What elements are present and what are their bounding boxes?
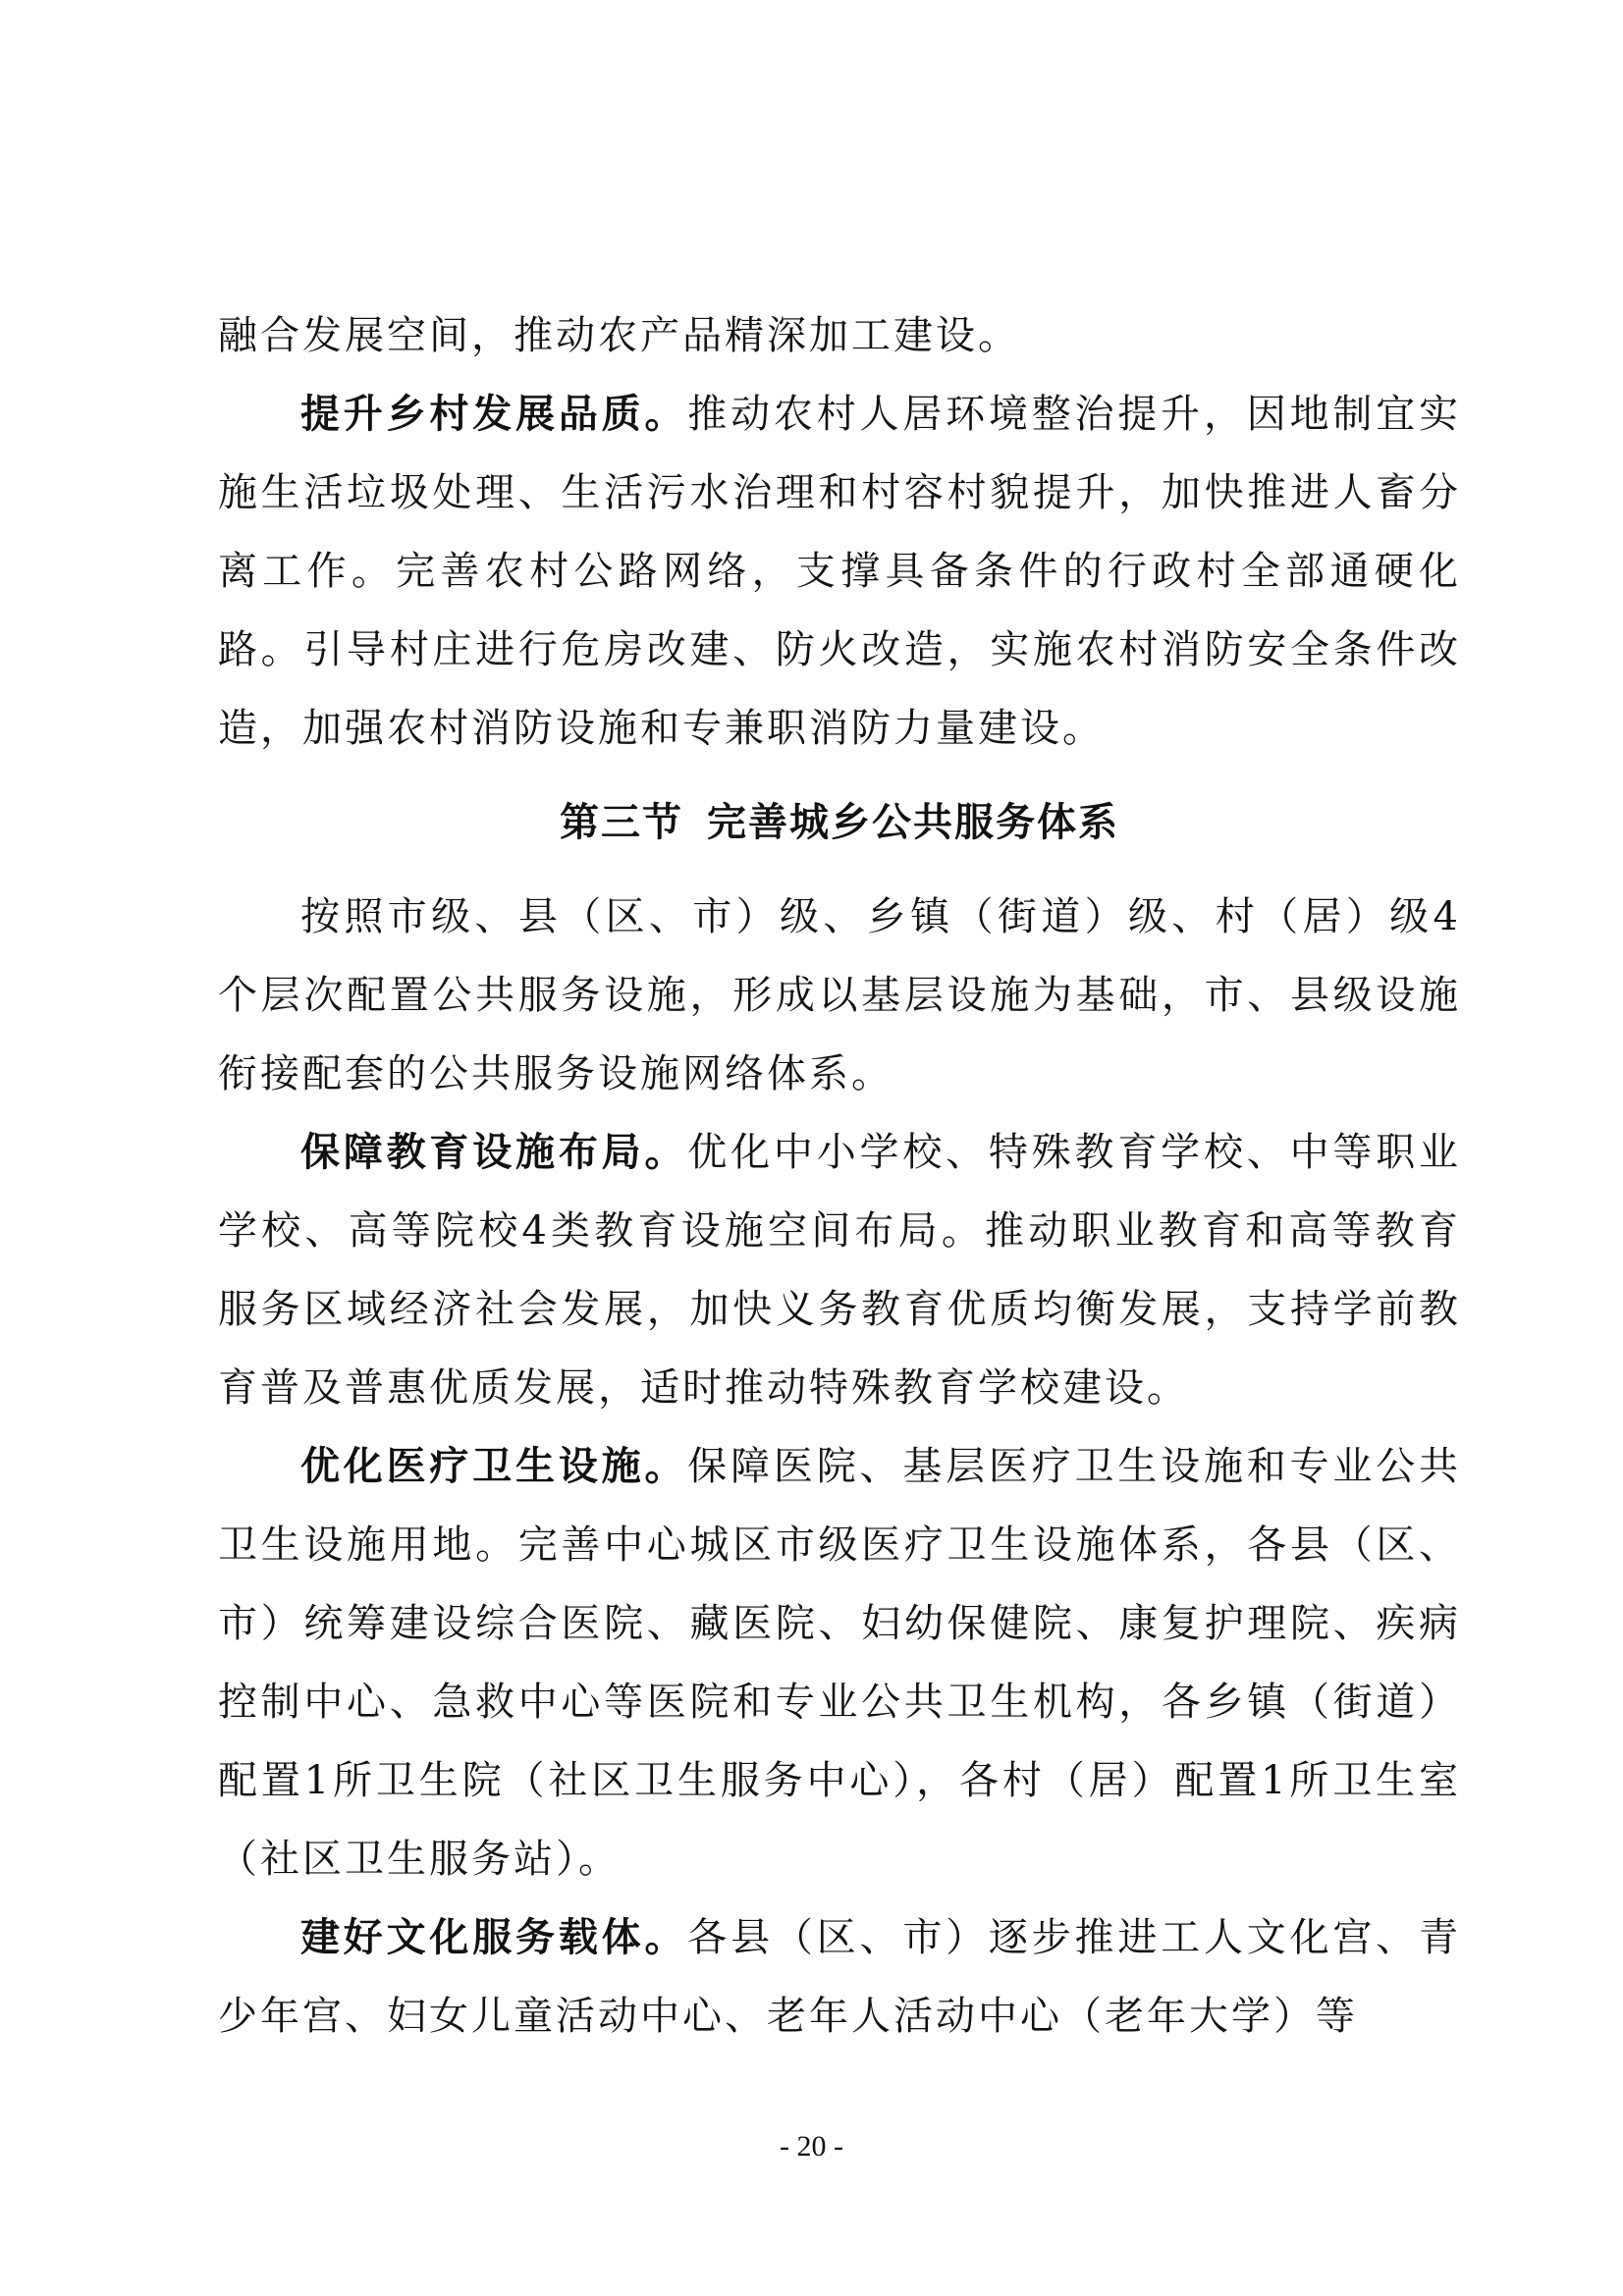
paragraph-lead: 建好文化服务载体。 [300,1914,688,1960]
section-number: 第三节 [560,800,683,845]
paragraph-text: 融合发展空间，推动农产品精深加工建设。 [218,313,1020,358]
page-content [218,296,1461,2056]
paragraph-rural-quality [218,375,1461,768]
paragraph-continuation [218,296,1461,375]
paragraph-medical [218,1427,1461,1898]
paragraph-education [218,1113,1461,1427]
section-title: 完善城乡公共服务体系 [707,800,1119,845]
paragraph-lead: 优化医疗卫生设施。 [300,1443,688,1489]
section-heading [218,768,1461,878]
paragraph-text: 保障医院、基层医疗卫生设施和专业公共卫生设施用地。完善中心城区市级医疗卫生设施体系，各县（区、市）统筹建设综合医院、藏医院、妇幼保健院、康复护理院、疾病控制中心、急救中心等医院和专业公共卫生机构，各乡镇（街道）配置1所卫生院（社区卫生服务中心），各村（居）配置1所卫生室（社区卫生服务站）。 [218,1444,1462,1882]
paragraph-text: 推动农村人居环境整治提升，因地制宜实施生活垃圾处理、生活污水治理和村容村貌提升，加快推进人畜分离工作。完善农村公路网络，支撑具备条件的行政村全部通硬化路。引导村庄进行危房改建、防火改造，实施农村消防安全条件改造，加强农村消防设施和专兼职消防力量建设。 [218,392,1462,751]
paragraph-text: 各县（区、市）逐步推进工人文化宫、青少年宫、妇女儿童活动中心、老年人活动中心（老年大学）等 [218,1915,1462,2039]
paragraph-text: 优化中小学校、特殊教育学校、中等职业学校、高等院校4类教育设施空间布局。推动职业教育和高等教育服务区域经济社会发展，加快义务教育优质均衡发展，支持学前教育普及普惠优质发展，适时推动特殊教育学校建设。 [218,1130,1462,1411]
page-number: - 20 - [780,2130,843,2163]
paragraph-text: 按照市级、县（区、市）级、乡镇（街道）级、村（居）级4个层次配置公共服务设施，形成以基层设施为基础，市、县级设施衔接配套的公共服务设施网络体系。 [218,894,1461,1096]
paragraph-lead: 提升乡村发展品质。 [300,391,688,437]
paragraph-service-levels [218,878,1461,1113]
paragraph-lead: 保障教育设施布局。 [300,1129,688,1175]
paragraph-culture [218,1898,1461,2056]
